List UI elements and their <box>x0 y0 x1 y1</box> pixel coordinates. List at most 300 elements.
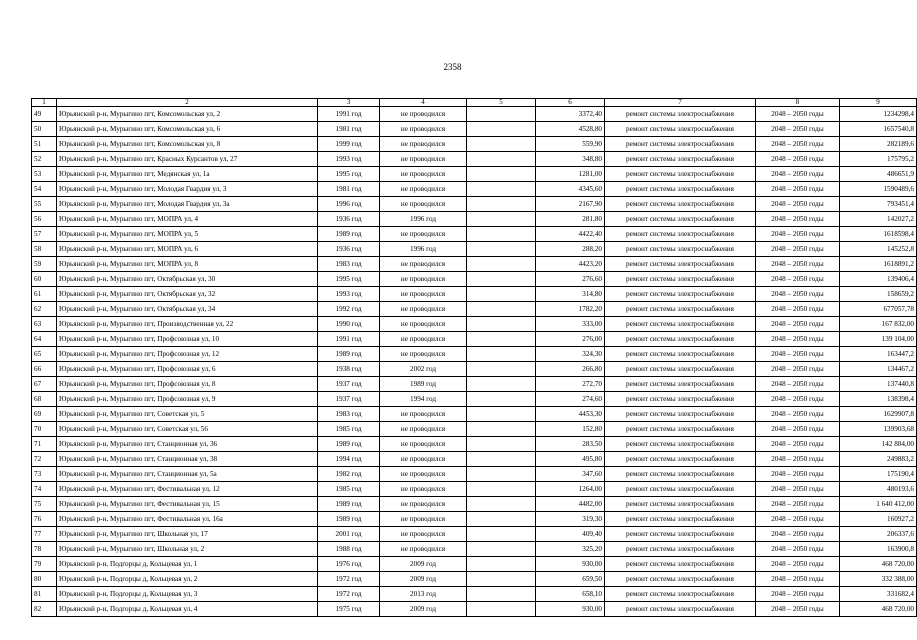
empty-cell <box>467 332 536 347</box>
table-row <box>32 527 917 542</box>
work-type-cell: ремонт системы электроснабжения <box>605 152 756 167</box>
year-built-cell: 1975 год <box>318 602 380 617</box>
last-repair-cell: 2013 год <box>380 587 467 602</box>
cost-cell: 145252,8 <box>840 242 917 257</box>
table-row <box>32 152 917 167</box>
table-row <box>32 587 917 602</box>
row-number: 77 <box>32 527 57 542</box>
address-cell: Юрьянский р-н, Мурыгино пгт, Советская ул, 56 <box>57 422 318 437</box>
empty-cell <box>467 257 536 272</box>
area-cell: 1782,20 <box>536 302 605 317</box>
address-cell: Юрьянский р-н, Мурыгино пгт, Медянская ул, 1а <box>57 167 318 182</box>
empty-cell <box>467 272 536 287</box>
address-cell: Юрьянский р-н, Мурыгино пгт, Комсомольская ул, 8 <box>57 137 318 152</box>
row-number: 52 <box>32 152 57 167</box>
address-cell: Юрьянский р-н, Мурыгино пгт, Производственная ул, 22 <box>57 317 318 332</box>
empty-cell <box>467 287 536 302</box>
last-repair-cell: не проводился <box>380 137 467 152</box>
table-row <box>32 317 917 332</box>
area-cell: 314,80 <box>536 287 605 302</box>
work-type-cell: ремонт системы электроснабжения <box>605 287 756 302</box>
year-built-cell: 1976 год <box>318 557 380 572</box>
cost-cell: 249883,2 <box>840 452 917 467</box>
work-type-cell: ремонт системы электроснабжения <box>605 407 756 422</box>
work-type-cell: ремонт системы электроснабжения <box>605 347 756 362</box>
address-cell: Юрьянский р-н, Мурыгино пгт, Профсоюзная ул, 9 <box>57 392 318 407</box>
year-built-cell: 1989 год <box>318 437 380 452</box>
last-repair-cell: не проводился <box>380 167 467 182</box>
period-cell: 2048 – 2050 годы <box>756 362 840 377</box>
address-cell: Юрьянский р-н, Подгорцы д, Кольцевая ул, 3 <box>57 587 318 602</box>
table-row <box>32 257 917 272</box>
work-type-cell: ремонт системы электроснабжения <box>605 482 756 497</box>
address-cell: Юрьянский р-н, Мурыгино пгт, Комсомольская ул, 2 <box>57 107 318 122</box>
cost-cell: 1618598,4 <box>840 227 917 242</box>
empty-cell <box>467 512 536 527</box>
empty-cell <box>467 197 536 212</box>
cost-cell: 793451,4 <box>840 197 917 212</box>
address-cell: Юрьянский р-н, Мурыгино пгт, Октябрьская ул, 30 <box>57 272 318 287</box>
table-row <box>32 287 917 302</box>
table-body <box>32 99 917 617</box>
area-cell: 266,80 <box>536 362 605 377</box>
year-built-cell: 1995 год <box>318 167 380 182</box>
row-number: 54 <box>32 182 57 197</box>
cost-cell: 1 640 412,00 <box>840 497 917 512</box>
year-built-cell: 1937 год <box>318 377 380 392</box>
empty-cell <box>467 122 536 137</box>
cost-cell: 332 388,00 <box>840 572 917 587</box>
empty-cell <box>467 182 536 197</box>
table-row <box>32 182 917 197</box>
period-cell: 2048 – 2050 годы <box>756 197 840 212</box>
work-type-cell: ремонт системы электроснабжения <box>605 437 756 452</box>
address-cell: Юрьянский р-н, Мурыгино пгт, Комсомольская ул, 6 <box>57 122 318 137</box>
year-built-cell: 1988 год <box>318 542 380 557</box>
empty-cell <box>467 107 536 122</box>
empty-cell <box>467 572 536 587</box>
cost-cell: 468 720,00 <box>840 602 917 617</box>
column-number-2: 2 <box>57 99 318 107</box>
last-repair-cell: не проводился <box>380 437 467 452</box>
row-number: 61 <box>32 287 57 302</box>
empty-cell <box>467 467 536 482</box>
table-row <box>32 107 917 122</box>
row-number: 53 <box>32 167 57 182</box>
table-row <box>32 452 917 467</box>
cost-cell: 139903,68 <box>840 422 917 437</box>
area-cell: 409,40 <box>536 527 605 542</box>
row-number: 50 <box>32 122 57 137</box>
period-cell: 2048 – 2050 годы <box>756 332 840 347</box>
area-cell: 319,30 <box>536 512 605 527</box>
year-built-cell: 1983 год <box>318 407 380 422</box>
cost-cell: 480193,6 <box>840 482 917 497</box>
empty-cell <box>467 362 536 377</box>
empty-cell <box>467 227 536 242</box>
table-row <box>32 407 917 422</box>
work-type-cell: ремонт системы электроснабжения <box>605 587 756 602</box>
empty-cell <box>467 422 536 437</box>
year-built-cell: 1985 год <box>318 422 380 437</box>
table-row <box>32 137 917 152</box>
year-built-cell: 1937 год <box>318 392 380 407</box>
empty-cell <box>467 242 536 257</box>
period-cell: 2048 – 2050 годы <box>756 467 840 482</box>
area-cell: 276,60 <box>536 272 605 287</box>
area-cell: 659,50 <box>536 572 605 587</box>
row-number: 70 <box>32 422 57 437</box>
period-cell: 2048 – 2050 годы <box>756 482 840 497</box>
row-number: 55 <box>32 197 57 212</box>
area-cell: 930,00 <box>536 602 605 617</box>
last-repair-cell: не проводился <box>380 347 467 362</box>
period-cell: 2048 – 2050 годы <box>756 587 840 602</box>
cost-cell: 142 884,00 <box>840 437 917 452</box>
period-cell: 2048 – 2050 годы <box>756 227 840 242</box>
work-type-cell: ремонт системы электроснабжения <box>605 302 756 317</box>
cost-cell: 1629907,8 <box>840 407 917 422</box>
table-row <box>32 572 917 587</box>
last-repair-cell: 1994 год <box>380 392 467 407</box>
work-type-cell: ремонт системы электроснабжения <box>605 467 756 482</box>
period-cell: 2048 – 2050 годы <box>756 392 840 407</box>
table-row <box>32 602 917 617</box>
work-type-cell: ремонт системы электроснабжения <box>605 317 756 332</box>
period-cell: 2048 – 2050 годы <box>756 572 840 587</box>
year-built-cell: 2001 год <box>318 527 380 542</box>
column-number-6: 6 <box>536 99 605 107</box>
last-repair-cell: не проводился <box>380 287 467 302</box>
work-type-cell: ремонт системы электроснабжения <box>605 242 756 257</box>
last-repair-cell: не проводился <box>380 422 467 437</box>
last-repair-cell: 2009 год <box>380 572 467 587</box>
address-cell: Юрьянский р-н, Мурыгино пгт, Октябрьская ул, 32 <box>57 287 318 302</box>
column-number-row <box>32 99 917 107</box>
last-repair-cell: не проводился <box>380 227 467 242</box>
column-number-4: 4 <box>380 99 467 107</box>
row-number: 76 <box>32 512 57 527</box>
year-built-cell: 1972 год <box>318 587 380 602</box>
year-built-cell: 1938 год <box>318 362 380 377</box>
last-repair-cell: не проводился <box>380 332 467 347</box>
period-cell: 2048 – 2050 годы <box>756 167 840 182</box>
work-type-cell: ремонт системы электроснабжения <box>605 107 756 122</box>
empty-cell <box>467 452 536 467</box>
work-type-cell: ремонт системы электроснабжения <box>605 182 756 197</box>
last-repair-cell: не проводился <box>380 257 467 272</box>
table-row <box>32 377 917 392</box>
address-cell: Юрьянский р-н, Мурыгино пгт, Фестивальная ул, 12 <box>57 482 318 497</box>
column-number-5: 5 <box>467 99 536 107</box>
cost-cell: 163447,2 <box>840 347 917 362</box>
year-built-cell: 1999 год <box>318 137 380 152</box>
address-cell: Юрьянский р-н, Подгорцы д, Кольцевая ул, 4 <box>57 602 318 617</box>
table-row <box>32 497 917 512</box>
address-cell: Юрьянский р-н, Мурыгино пгт, Станционная ул, 5а <box>57 467 318 482</box>
period-cell: 2048 – 2050 годы <box>756 152 840 167</box>
row-number: 73 <box>32 467 57 482</box>
cost-cell: 486651,9 <box>840 167 917 182</box>
year-built-cell: 1989 год <box>318 227 380 242</box>
table-row <box>32 242 917 257</box>
period-cell: 2048 – 2050 годы <box>756 257 840 272</box>
page-number: 2358 <box>443 62 462 72</box>
table-row <box>32 227 917 242</box>
work-type-cell: ремонт системы электроснабжения <box>605 392 756 407</box>
table-row <box>32 467 917 482</box>
year-built-cell: 1990 год <box>318 317 380 332</box>
row-number: 82 <box>32 602 57 617</box>
area-cell: 324,30 <box>536 347 605 362</box>
cost-cell: 142027,2 <box>840 212 917 227</box>
last-repair-cell: не проводился <box>380 272 467 287</box>
period-cell: 2048 – 2050 годы <box>756 602 840 617</box>
row-number: 66 <box>32 362 57 377</box>
last-repair-cell: не проводился <box>380 152 467 167</box>
row-number: 69 <box>32 407 57 422</box>
area-cell: 1281,00 <box>536 167 605 182</box>
work-type-cell: ремонт системы электроснабжения <box>605 572 756 587</box>
row-number: 62 <box>32 302 57 317</box>
cost-cell: 134467,2 <box>840 362 917 377</box>
last-repair-cell: 2009 год <box>380 602 467 617</box>
empty-cell <box>467 542 536 557</box>
period-cell: 2048 – 2050 годы <box>756 287 840 302</box>
last-repair-cell: 2009 год <box>380 557 467 572</box>
row-number: 63 <box>32 317 57 332</box>
empty-cell <box>467 497 536 512</box>
empty-cell <box>467 587 536 602</box>
last-repair-cell: не проводился <box>380 497 467 512</box>
last-repair-cell: 1996 год <box>380 212 467 227</box>
year-built-cell: 1989 год <box>318 512 380 527</box>
last-repair-cell: 1996 год <box>380 242 467 257</box>
column-number-3: 3 <box>318 99 380 107</box>
table-row <box>32 332 917 347</box>
year-built-cell: 1996 год <box>318 197 380 212</box>
period-cell: 2048 – 2050 годы <box>756 437 840 452</box>
area-cell: 274,60 <box>536 392 605 407</box>
last-repair-cell: не проводился <box>380 317 467 332</box>
cost-cell: 163900,8 <box>840 542 917 557</box>
area-cell: 4528,80 <box>536 122 605 137</box>
area-cell: 281,80 <box>536 212 605 227</box>
empty-cell <box>467 167 536 182</box>
year-built-cell: 1985 год <box>318 482 380 497</box>
column-number-7: 7 <box>605 99 756 107</box>
work-type-cell: ремонт системы электроснабжения <box>605 137 756 152</box>
address-cell: Юрьянский р-н, Мурыгино пгт, Школьная ул, 2 <box>57 542 318 557</box>
table-row <box>32 392 917 407</box>
area-cell: 4345,60 <box>536 182 605 197</box>
period-cell: 2048 – 2050 годы <box>756 347 840 362</box>
row-number: 51 <box>32 137 57 152</box>
address-cell: Юрьянский р-н, Мурыгино пгт, Школьная ул, 17 <box>57 527 318 542</box>
cost-cell: 175190,4 <box>840 467 917 482</box>
address-cell: Юрьянский р-н, Мурыгино пгт, МОПРА ул, 6 <box>57 242 318 257</box>
table-row <box>32 272 917 287</box>
area-cell: 495,80 <box>536 452 605 467</box>
last-repair-cell: не проводился <box>380 452 467 467</box>
last-repair-cell: 2002 год <box>380 362 467 377</box>
column-number-8: 8 <box>756 99 840 107</box>
table-row <box>32 557 917 572</box>
year-built-cell: 1991 год <box>318 332 380 347</box>
repair-register-table <box>31 98 917 617</box>
row-number: 57 <box>32 227 57 242</box>
empty-cell <box>467 377 536 392</box>
address-cell: Юрьянский р-н, Мурыгино пгт, Красных Курсантов ул, 27 <box>57 152 318 167</box>
row-number: 56 <box>32 212 57 227</box>
address-cell: Юрьянский р-н, Мурыгино пгт, Фестивальная ул, 16а <box>57 512 318 527</box>
address-cell: Юрьянский р-н, Мурыгино пгт, МОПРА ул, 8 <box>57 257 318 272</box>
area-cell: 272,70 <box>536 377 605 392</box>
row-number: 64 <box>32 332 57 347</box>
period-cell: 2048 – 2050 годы <box>756 107 840 122</box>
address-cell: Юрьянский р-н, Мурыгино пгт, Профсоюзная ул, 10 <box>57 332 318 347</box>
work-type-cell: ремонт системы электроснабжения <box>605 212 756 227</box>
period-cell: 2048 – 2050 годы <box>756 422 840 437</box>
row-number: 49 <box>32 107 57 122</box>
period-cell: 2048 – 2050 годы <box>756 242 840 257</box>
address-cell: Юрьянский р-н, Мурыгино пгт, Станционная ул, 36 <box>57 437 318 452</box>
empty-cell <box>467 347 536 362</box>
table-row <box>32 437 917 452</box>
year-built-cell: 1992 год <box>318 302 380 317</box>
address-cell: Юрьянский р-н, Мурыгино пгт, Фестивальная ул, 15 <box>57 497 318 512</box>
row-number: 67 <box>32 377 57 392</box>
year-built-cell: 1989 год <box>318 347 380 362</box>
row-number: 59 <box>32 257 57 272</box>
last-repair-cell: не проводился <box>380 302 467 317</box>
work-type-cell: ремонт системы электроснабжения <box>605 332 756 347</box>
last-repair-cell: не проводился <box>380 107 467 122</box>
year-built-cell: 1983 год <box>318 257 380 272</box>
period-cell: 2048 – 2050 годы <box>756 377 840 392</box>
work-type-cell: ремонт системы электроснабжения <box>605 377 756 392</box>
cost-cell: 282189,6 <box>840 137 917 152</box>
area-cell: 333,00 <box>536 317 605 332</box>
empty-cell <box>467 602 536 617</box>
area-cell: 559,90 <box>536 137 605 152</box>
period-cell: 2048 – 2050 годы <box>756 542 840 557</box>
empty-cell <box>467 302 536 317</box>
area-cell: 276,00 <box>536 332 605 347</box>
work-type-cell: ремонт системы электроснабжения <box>605 422 756 437</box>
last-repair-cell: не проводился <box>380 527 467 542</box>
empty-cell <box>467 527 536 542</box>
address-cell: Юрьянский р-н, Подгорцы д, Кольцевая ул, 1 <box>57 557 318 572</box>
address-cell: Юрьянский р-н, Мурыгино пгт, Профсоюзная ул, 12 <box>57 347 318 362</box>
period-cell: 2048 – 2050 годы <box>756 527 840 542</box>
year-built-cell: 1981 год <box>318 122 380 137</box>
cost-cell: 1234298,4 <box>840 107 917 122</box>
empty-cell <box>467 317 536 332</box>
table-row <box>32 512 917 527</box>
cost-cell: 139 104,00 <box>840 332 917 347</box>
table-row <box>32 347 917 362</box>
cost-cell: 206337,6 <box>840 527 917 542</box>
table-row <box>32 212 917 227</box>
table-row <box>32 197 917 212</box>
area-cell: 4423,20 <box>536 257 605 272</box>
area-cell: 2167,90 <box>536 197 605 212</box>
year-built-cell: 1993 год <box>318 152 380 167</box>
empty-cell <box>467 152 536 167</box>
period-cell: 2048 – 2050 годы <box>756 512 840 527</box>
area-cell: 3372,40 <box>536 107 605 122</box>
table-row <box>32 302 917 317</box>
period-cell: 2048 – 2050 годы <box>756 182 840 197</box>
period-cell: 2048 – 2050 годы <box>756 557 840 572</box>
empty-cell <box>467 482 536 497</box>
table-row <box>32 362 917 377</box>
year-built-cell: 1972 год <box>318 572 380 587</box>
cost-cell: 160927,2 <box>840 512 917 527</box>
address-cell: Юрьянский р-н, Мурыгино пгт, Профсоюзная ул, 8 <box>57 377 318 392</box>
row-number: 60 <box>32 272 57 287</box>
last-repair-cell: не проводился <box>380 122 467 137</box>
cost-cell: 175795,2 <box>840 152 917 167</box>
address-cell: Юрьянский р-н, Мурыгино пгт, Советская ул, 5 <box>57 407 318 422</box>
column-number-9: 9 <box>840 99 917 107</box>
cost-cell: 1618891,2 <box>840 257 917 272</box>
work-type-cell: ремонт системы электроснабжения <box>605 512 756 527</box>
address-cell: Юрьянский р-н, Подгорцы д, Кольцевая ул, 2 <box>57 572 318 587</box>
work-type-cell: ремонт системы электроснабжения <box>605 497 756 512</box>
period-cell: 2048 – 2050 годы <box>756 317 840 332</box>
row-number: 74 <box>32 482 57 497</box>
last-repair-cell: не проводился <box>380 512 467 527</box>
period-cell: 2048 – 2050 годы <box>756 497 840 512</box>
last-repair-cell: не проводился <box>380 467 467 482</box>
empty-cell <box>467 437 536 452</box>
row-number: 81 <box>32 587 57 602</box>
address-cell: Юрьянский р-н, Мурыгино пгт, Профсоюзная ул, 6 <box>57 362 318 377</box>
year-built-cell: 1989 год <box>318 497 380 512</box>
row-number: 80 <box>32 572 57 587</box>
row-number: 72 <box>32 452 57 467</box>
area-cell: 4482,00 <box>536 497 605 512</box>
work-type-cell: ремонт системы электроснабжения <box>605 362 756 377</box>
last-repair-cell: не проводился <box>380 482 467 497</box>
row-number: 71 <box>32 437 57 452</box>
column-number-1: 1 <box>32 99 57 107</box>
area-cell: 4422,40 <box>536 227 605 242</box>
address-cell: Юрьянский р-н, Мурыгино пгт, МОПРА ул, 4 <box>57 212 318 227</box>
year-built-cell: 1936 год <box>318 242 380 257</box>
row-number: 65 <box>32 347 57 362</box>
year-built-cell: 1994 год <box>318 452 380 467</box>
work-type-cell: ремонт системы электроснабжения <box>605 452 756 467</box>
address-cell: Юрьянский р-н, Мурыгино пгт, Молодая Гвардия ул, 3 <box>57 182 318 197</box>
year-built-cell: 1993 год <box>318 287 380 302</box>
cost-cell: 158659,2 <box>840 287 917 302</box>
area-cell: 1264,00 <box>536 482 605 497</box>
area-cell: 152,80 <box>536 422 605 437</box>
period-cell: 2048 – 2050 годы <box>756 137 840 152</box>
period-cell: 2048 – 2050 годы <box>756 302 840 317</box>
address-cell: Юрьянский р-н, Мурыгино пгт, Октябрьская ул, 34 <box>57 302 318 317</box>
area-cell: 283,50 <box>536 437 605 452</box>
year-built-cell: 1991 год <box>318 107 380 122</box>
cost-cell: 139406,4 <box>840 272 917 287</box>
address-cell: Юрьянский р-н, Мурыгино пгт, МОПРА ул, 5 <box>57 227 318 242</box>
area-cell: 658,10 <box>536 587 605 602</box>
area-cell: 325,20 <box>536 542 605 557</box>
cost-cell: 138398,4 <box>840 392 917 407</box>
